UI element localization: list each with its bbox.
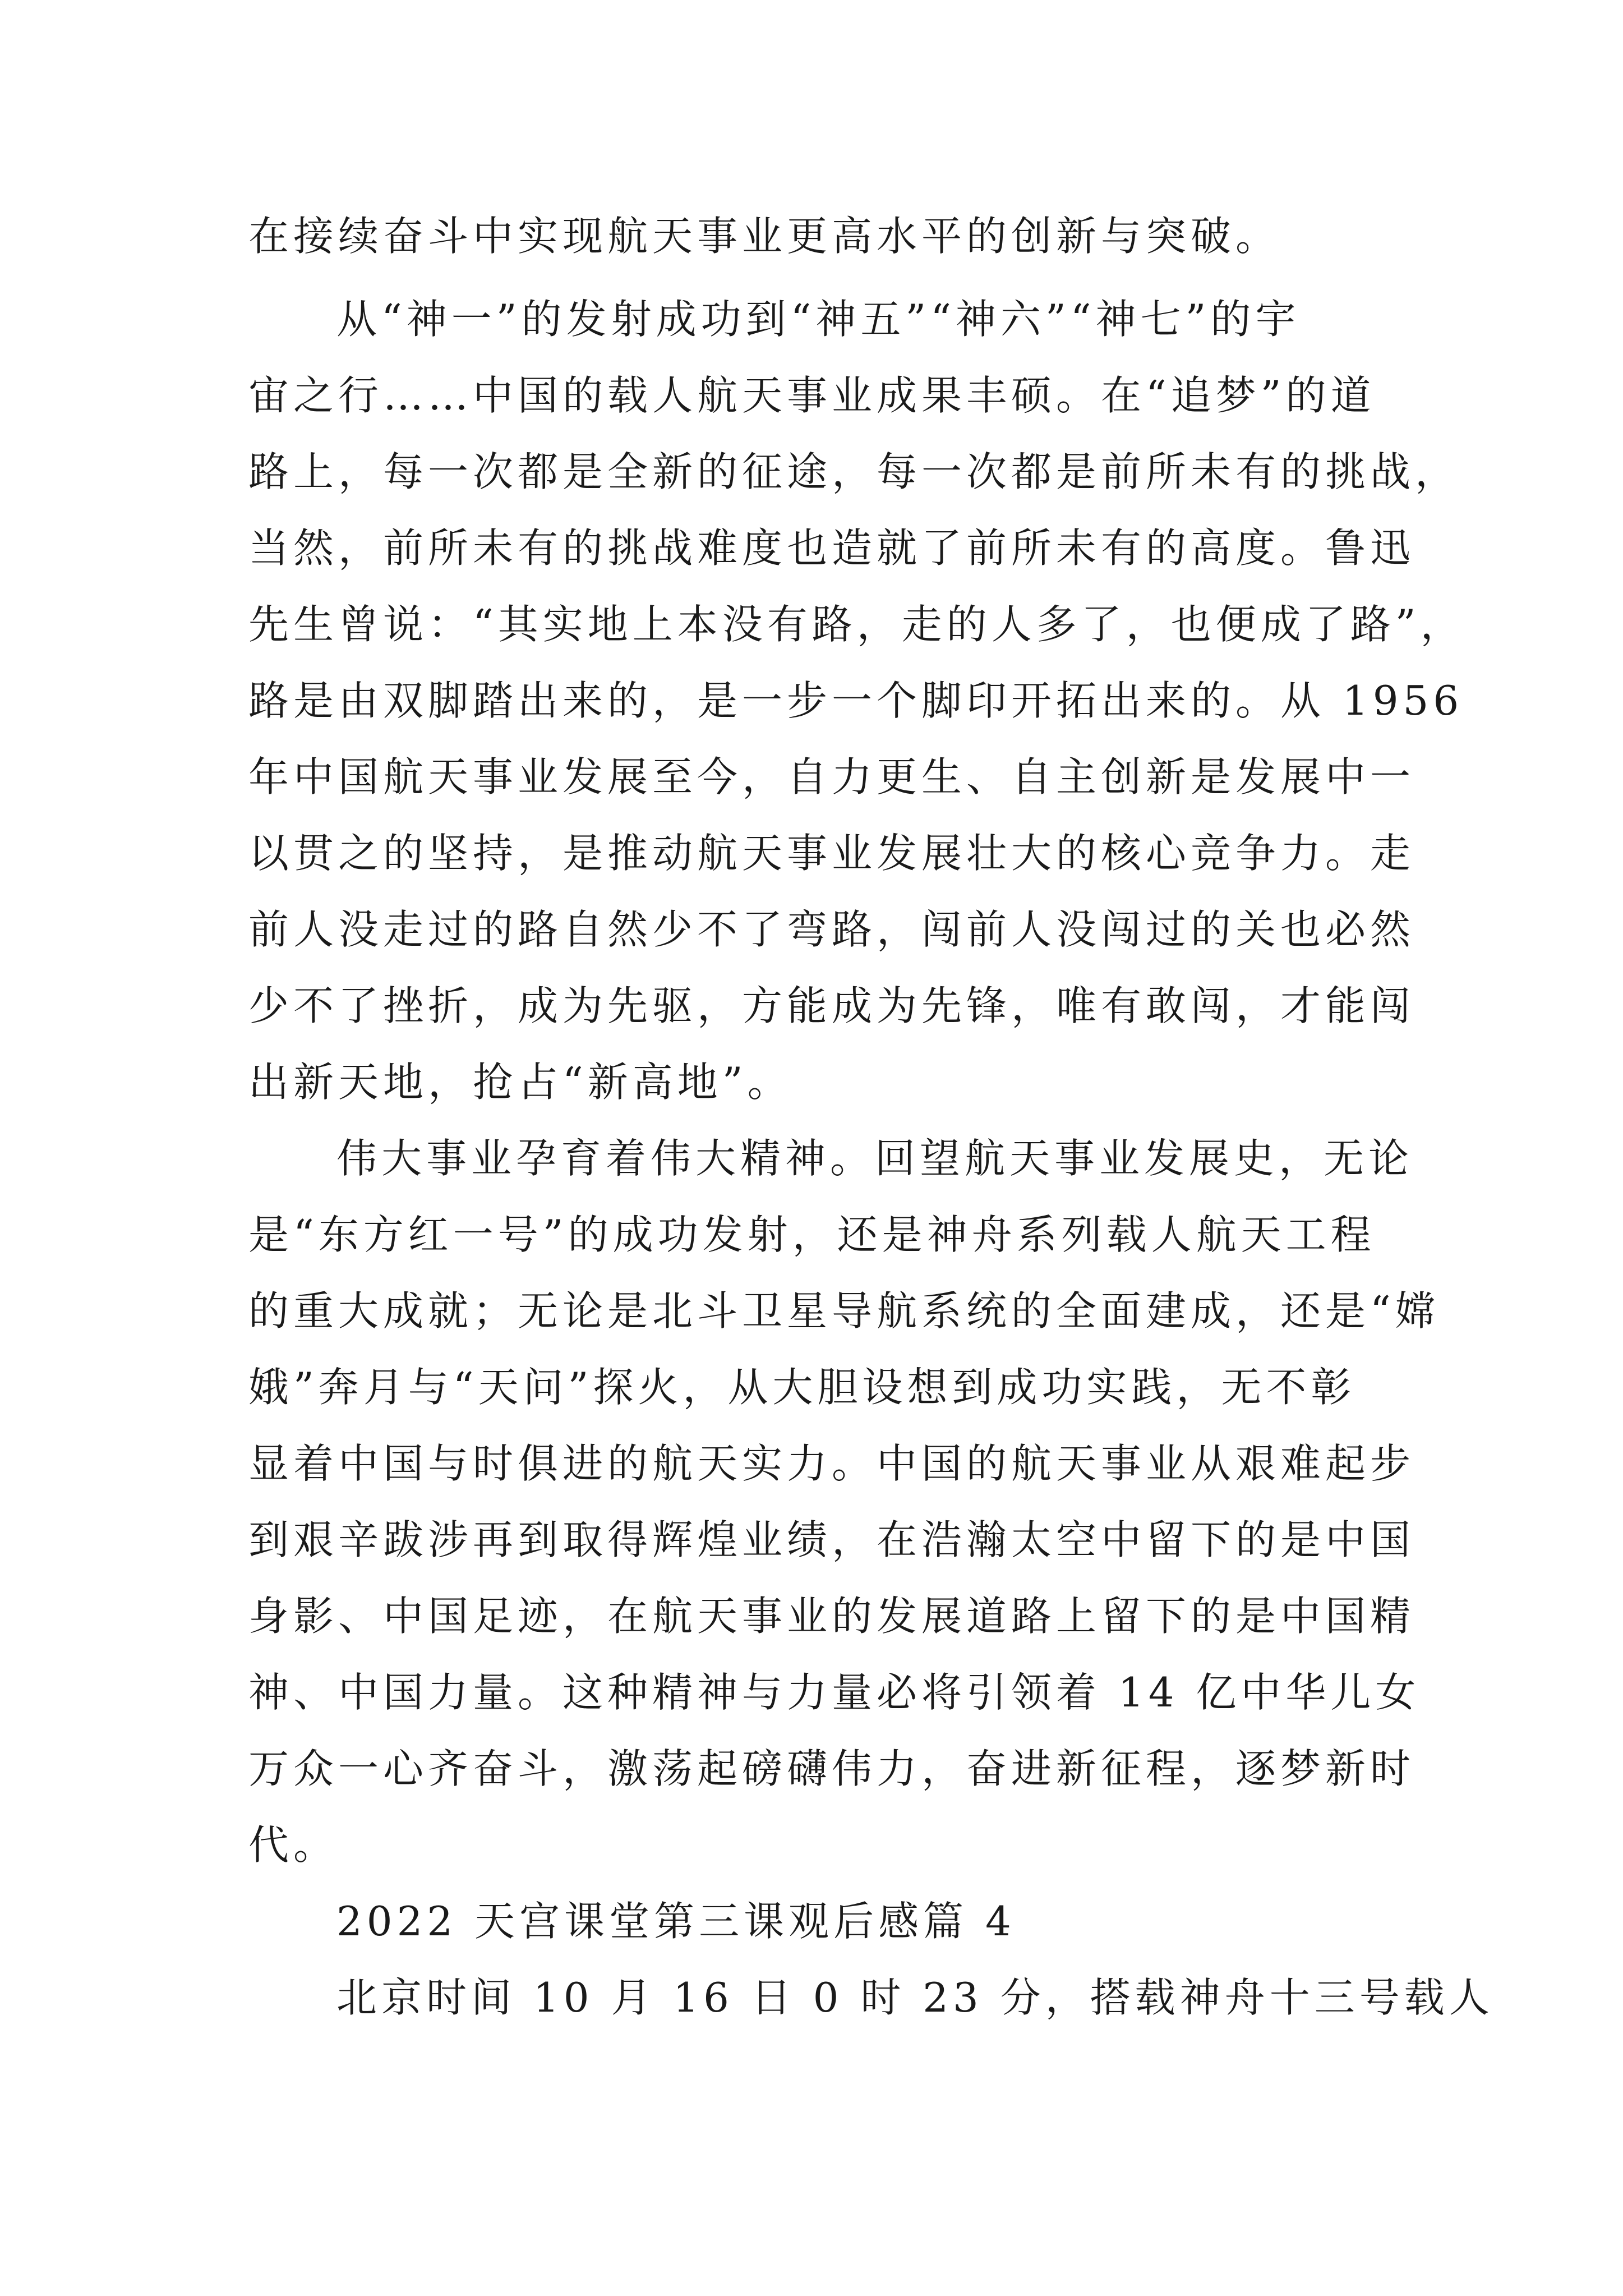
text-line: 娥”奔月与“天问”探火，从大胆设想到成功实践，无不彰: [248, 1364, 1356, 1411]
text-line: 年中国航天事业发展至今，自力更生、自主创新是发展中一: [248, 753, 1415, 800]
text-line: 宙之行……中国的载人航天事业成果丰硕。在“追梦”的道: [248, 372, 1376, 419]
text-line: 万众一心齐奋斗，激荡起磅礴伟力，奋进新征程，逐梦新时: [248, 1745, 1415, 1792]
text-line: 路上，每一次都是全新的征途，每一次都是前所未有的挑战，: [248, 448, 1460, 495]
text-line: 的重大成就；无论是北斗卫星导航系统的全面建成，还是“嫦: [248, 1287, 1440, 1335]
text-line: 出新天地，抢占“新高地”。: [248, 1059, 792, 1106]
text-line: 北京时间 10 月 16 日 0 时 23 分，搭载神舟十三号载人: [336, 1974, 1494, 2021]
text-line: 先生曾说：“其实地上本没有路，走的人多了，也便成了路”，: [248, 601, 1465, 648]
text-line: 显着中国与时俱进的航天实力。中国的航天事业从艰难起步: [248, 1440, 1415, 1487]
section-heading: 2022 天宫课堂第三课观后感篇 4: [336, 1898, 1016, 1945]
text-line: 是“东方红一号”的成功发射，还是神舟系列载人航天工程: [248, 1211, 1376, 1258]
text-line: 前人没走过的路自然少不了弯路，闯前人没闯过的关也必然: [248, 906, 1415, 953]
text-line: 身影、中国足迹，在航天事业的发展道路上留下的是中国精: [248, 1593, 1415, 1640]
text-line: 代。: [248, 1821, 339, 1869]
text-line: 少不了挫折，成为先驱，方能成为先锋，唯有敢闯，才能闯: [248, 982, 1415, 1029]
text-line: 伟大事业孕育着伟大精神。回望航天事业发展史，无论: [336, 1135, 1414, 1182]
text-line: 从“神一”的发射成功到“神五”“神六”“神七”的宇: [336, 296, 1301, 343]
text-line: 神、中国力量。这种精神与力量必将引领着 14 亿中华儿女: [248, 1669, 1421, 1716]
text-line: 以贯之的坚持，是推动航天事业发展壮大的核心竞争力。走: [248, 830, 1415, 877]
text-line: 到艰辛跋涉再到取得辉煌业绩，在浩瀚太空中留下的是中国: [248, 1516, 1415, 1563]
text-line: 路是由双脚踏出来的，是一步一个脚印开拓出来的。从 1956: [248, 677, 1464, 724]
text-line: 当然，前所未有的挑战难度也造就了前所未有的高度。鲁迅: [248, 524, 1415, 572]
text-line: 在接续奋斗中实现航天事业更高水平的创新与突破。: [248, 213, 1281, 260]
